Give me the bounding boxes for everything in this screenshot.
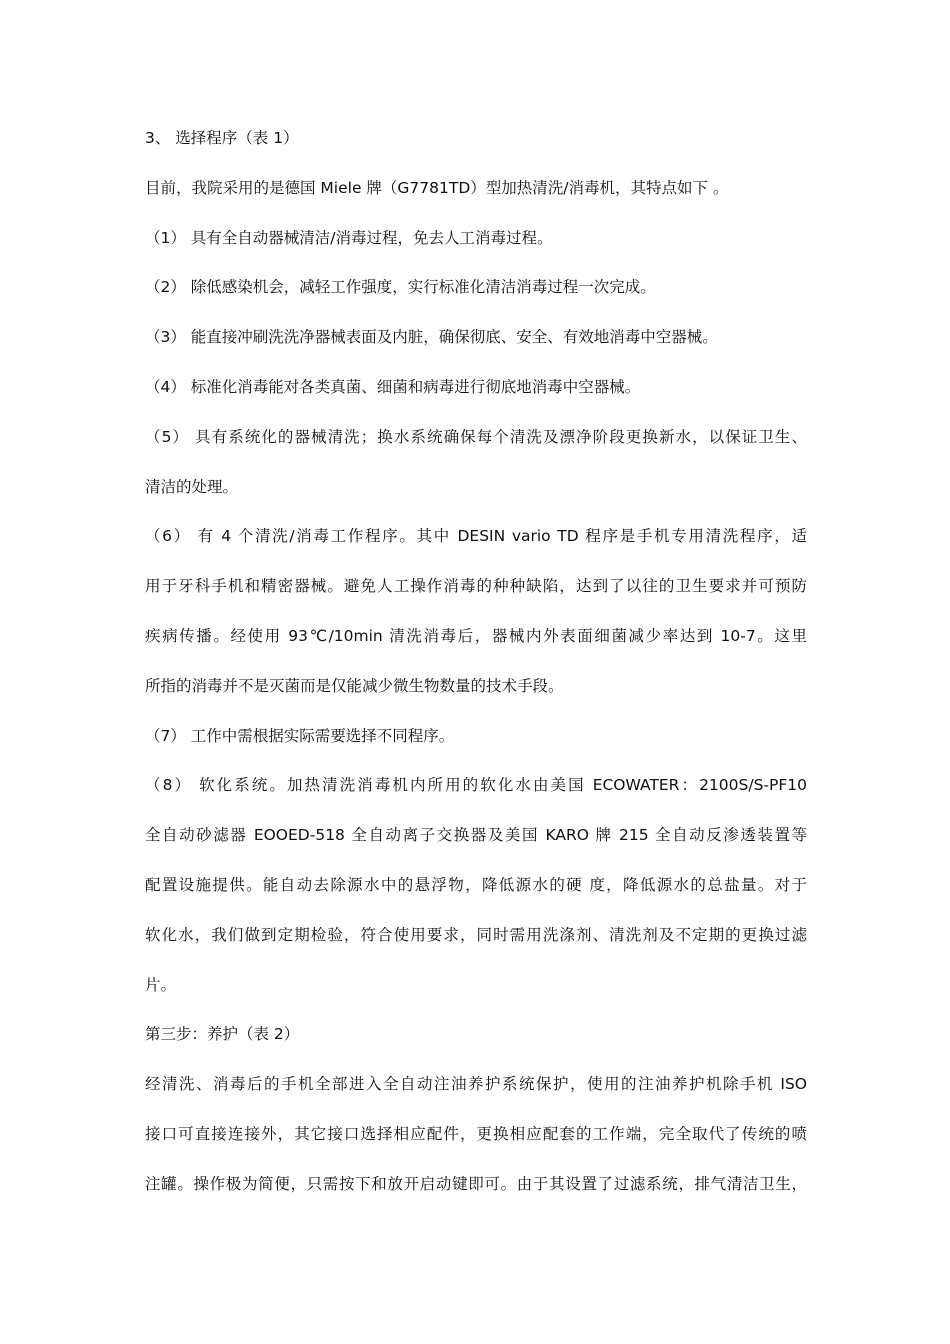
item-8-line-1: （8） 软化系统。加热清洗消毒机内所用的软化水由美国 ECOWATER：2100S/S-PF10 [145, 776, 807, 795]
item-6-line-4: 所指的消毒并不是灭菌而是仅能减少微生物数量的技术手段。 [145, 676, 564, 695]
item-6-line-1: （6） 有 4 个清洗/消毒工作程序。其中 DESIN vario TD 程序是手机专用清洗程序，适 [145, 527, 807, 546]
section-heading-select-program: 3、 选择程序（表 1） [145, 129, 299, 147]
item-8-line-5: 片。 [145, 975, 177, 994]
item-7-line: （7） 工作中需根据实际需要选择不同程序。 [145, 726, 455, 745]
item-5-line-2: 清洁的处理。 [145, 477, 239, 496]
item-6-line-2: 用于牙科手机和精密器械。避免人工操作消毒的种种缺陷，达到了以往的卫生要求并可预防 [145, 577, 807, 596]
item-3-line: （3） 能直接冲刷洗洗净器械表面及内脏，确保彻底、安全、有效地消毒中空器械。 [145, 328, 718, 347]
item-4-line: （4） 标准化消毒能对各类真菌、细菌和病毒进行彻底地消毒中空器械。 [145, 377, 641, 396]
item-8-line-4: 软化水，我们做到定期检验，符合使用要求，同时需用洗涤剂、清洗剂及不定期的更换过滤 [145, 925, 807, 944]
maintenance-line-2: 接口可直接连接外，其它接口选择相应配件，更换相应配套的工作端，完全取代了传统的喷 [145, 1124, 807, 1143]
item-1-line: （1） 具有全自动器械清洁/消毒过程，免去人工消毒过程。 [145, 228, 553, 247]
section-heading-maintenance: 第三步：养护（表 2） [145, 1025, 300, 1044]
item-6-line-3: 疾病传播。经使用 93℃/10min 清洗消毒后，器械内外表面细菌减少率达到 10-7。这里 [145, 626, 807, 645]
document-body [145, 124, 807, 1220]
maintenance-line-1: 经清洗、消毒后的手机全部进入全自动注油养护系统保护，使用的注油养护机除手机 ISO [145, 1075, 807, 1094]
item-2-line: （2） 除低感染机会，减轻工作强度，实行标准化清洁消毒过程一次完成。 [145, 278, 656, 297]
intro-line: 目前，我院采用的是德国 Miele 牌（G7781TD）型加热清洗/消毒机，其特点如下 。 [145, 178, 729, 197]
item-8-line-3: 配置设施提供。能自动去除源水中的悬浮物，降低源水的硬 度，降低源水的总盐量。对于 [145, 875, 807, 894]
item-8-line-2: 全自动砂滤器 EOOED-518 全自动离子交换器及美国 KARO 牌 215 全自动反渗透装置等 [145, 826, 807, 845]
item-5-line-1: （5） 具有系统化的器械清洗；换水系统确保每个清洗及漂净阶段更换新水，以保证卫生、 [145, 427, 807, 446]
maintenance-line-3: 注罐。操作极为简便，只需按下和放开启动键即可。由于其设置了过滤系统，排气清洁卫生， [145, 1174, 807, 1193]
